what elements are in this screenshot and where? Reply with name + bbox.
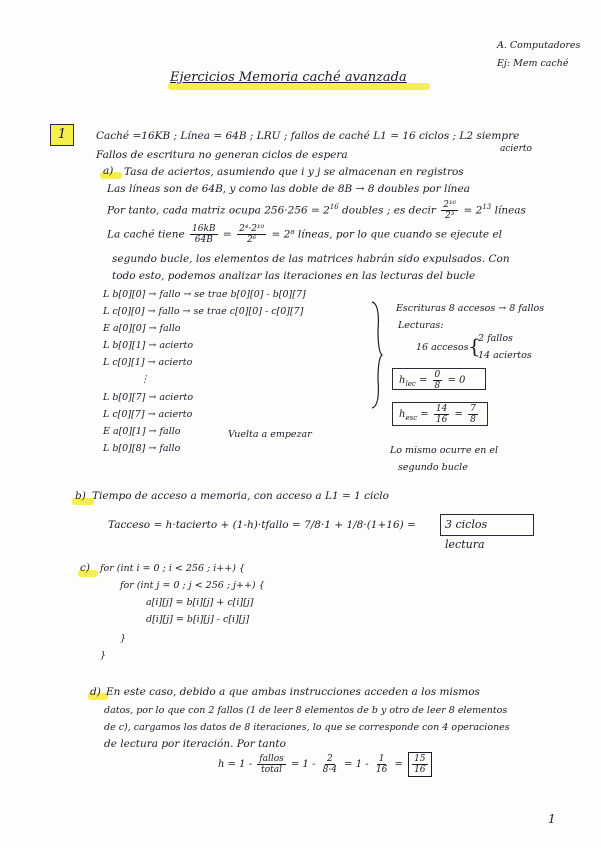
- a-line-5: segundo bucle, los elementos de las matrices habrán sido expulsados. Con: [112, 253, 510, 265]
- d-line-1: En este caso, debido a que ambas instrucciones acceden a los mismos: [106, 686, 480, 698]
- same-note-1: Lo mismo ocurre en el: [390, 445, 499, 456]
- trace-line: L b[0][0] → fallo → se trae b[0][0] - b[0][7]: [103, 289, 306, 300]
- d-line-3: de c), cargamos los datos de 8 iteraciones, lo que se corresponde con 4 operaciones: [104, 722, 510, 733]
- trace-line: L c[0][1] → acierto: [103, 357, 193, 368]
- exercise-number: 1: [57, 127, 67, 142]
- a-line-6: todo esto, podemos analizar las iteraciones en las lecturas del bucle: [112, 270, 476, 282]
- a-line-1: Tasa de aciertos, asumiendo que i y j se almacenan en registros: [124, 166, 464, 178]
- code-line: a[i][j] = b[i][j] + c[i][j]: [146, 597, 254, 608]
- intro-line-1: Caché =16KB ; Línea = 64B ; LRU ; fallos de caché L1 = 16 ciclos ; L2 siempre: [96, 130, 520, 142]
- notes-reads: Lecturas:: [398, 320, 444, 331]
- page-number: 1: [548, 812, 556, 826]
- b-formula: Tacceso = h·tacierto + (1-h)·tfallo = 7/8·1 + 1/8·(1+16) =: [108, 519, 416, 531]
- course-label: A. Computadores: [497, 40, 581, 51]
- trace-line: L b[0][1] → acierto: [103, 340, 194, 351]
- hlec-formula: $h_{lec}$ = $\frac{0}{8}$ = 0: [399, 370, 466, 391]
- hesc-box: [392, 402, 488, 426]
- trace-line: L c[0][0] → fallo → se trae c[0][0] - c[0][7]: [103, 306, 304, 317]
- b-label: b): [75, 490, 86, 502]
- a-label: a): [103, 165, 114, 177]
- notes-writes: Escrituras 8 accesos → 8 fallos: [396, 303, 545, 314]
- same-note-2: segundo bucle: [398, 462, 468, 473]
- trace-line: L b[0][8] → fallo: [103, 443, 181, 454]
- notes-small-brace: {: [468, 334, 481, 358]
- trace-line: E a[0][0] → fallo: [103, 323, 181, 334]
- trace-line: E a[0][1] → fallo: [103, 426, 181, 437]
- d-formula: h = 1 - $\frac{\text{fallos}}{\text{total}}$ = 1 - $\frac{2}{8\cdot 4}$ = 1 - $\frac{1}{16}$ = $\frac{15}{16}$: [218, 752, 434, 777]
- hlec-box: [392, 368, 486, 390]
- intro-line-2: Fallos de escritura no generan ciclos de espera: [96, 149, 348, 161]
- trace-line: L c[0][7] → acierto: [103, 409, 193, 420]
- c-label: c): [80, 562, 90, 574]
- b-result-box: [440, 514, 534, 551]
- code-line: }: [100, 650, 107, 661]
- a-line-4: La caché tiene $\frac{16kB}{64B}$ = $\frac{\text{2⁴·2¹⁰}}{\text{2⁶}}$ = 2⁸ líneas, por lo que cuando se ejecute el: [107, 224, 503, 245]
- a-line-3: Por tanto, cada matriz ocupa $256\cdot 256 = 2^{16}$ doubles ; es decir $\frac{\text{2¹⁶}}{\text{2³}}$ = $2^{13}$ líneas: [107, 200, 526, 221]
- trace-line: L b[0][7] → acierto: [103, 392, 194, 403]
- code-line: }: [120, 633, 127, 644]
- code-line: for (int j = 0 ; j < 256 ; j++) {: [120, 580, 265, 591]
- notes-misses: 2 fallos: [478, 333, 513, 344]
- restart-note: Vuelta a empezar: [228, 429, 312, 440]
- d-label: d): [90, 686, 101, 698]
- page-title: Ejercicios Memoria caché avanzada: [170, 70, 407, 85]
- exercise-number-box: [50, 124, 74, 146]
- code-line: d[i][j] = b[i][j] - c[i][j]: [146, 614, 250, 625]
- b-line-1: Tiempo de acceso a memoria, con acceso a L1 = 1 ciclo: [92, 490, 389, 502]
- notes-brace: [370, 300, 384, 410]
- notes-hits: 14 aciertos: [478, 350, 532, 361]
- code-line: for (int i = 0 ; i < 256 ; i++) {: [100, 563, 245, 574]
- sheet-label: Ej: Mem caché: [497, 58, 569, 69]
- d-line-4: de lectura por iteración. Por tanto: [104, 738, 286, 750]
- intro-line-1b: acierto: [500, 144, 532, 154]
- b-result: 3 ciclos lectura: [445, 518, 488, 551]
- hesc-formula: $h_{esc}$ = $\frac{14}{16}$ = $\frac{7}{8}$: [399, 404, 476, 425]
- a-line-2: Las líneas son de 64B, y como las doble de 8B → 8 doubles por línea: [107, 183, 470, 195]
- trace-dots: ⋮: [140, 374, 150, 385]
- d-line-2: datos, por lo que con 2 fallos (1 de leer 8 elementos de b y otro de leer 8 elementos: [104, 705, 508, 716]
- notes-accesses: 16 accesos: [416, 342, 469, 353]
